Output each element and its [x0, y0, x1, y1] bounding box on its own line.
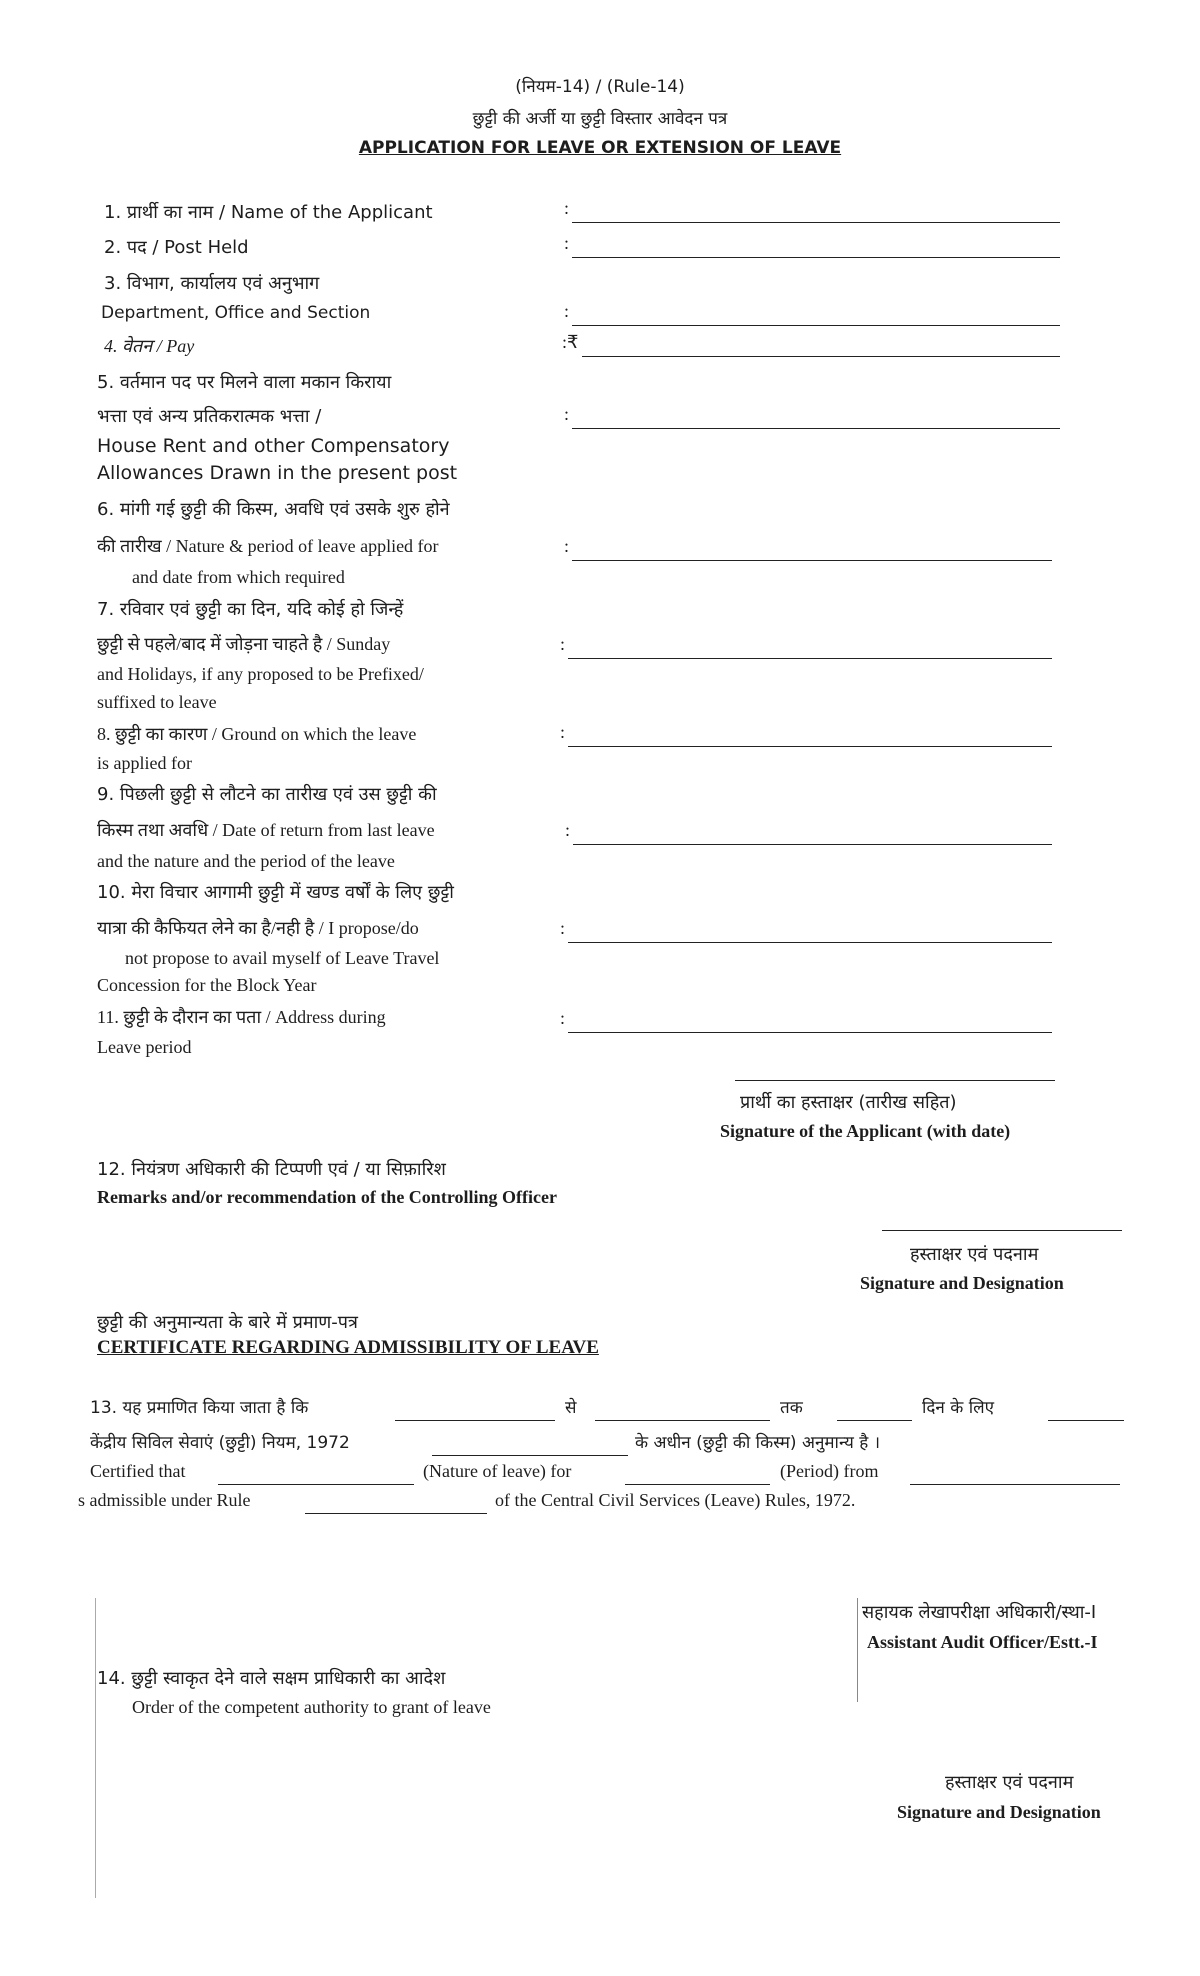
- address-field[interactable]: [568, 1010, 1052, 1033]
- assistant-officer-en: Assistant Audit Officer/Estt.-I: [867, 1632, 1098, 1652]
- item-6-label-2: की तारीख / Nature & period of leave applied for: [97, 536, 439, 556]
- item-9-colon: :: [565, 820, 571, 840]
- remarks-label-hi: 12. नियंत्रण अधिकारी की टिप्पणी एवं / या सिफ़ारिश: [97, 1159, 446, 1180]
- item-5-label-hi-1: 5. वर्तमान पद पर मिलने वाला मकान किराया: [97, 372, 392, 393]
- cert-line4-b: of the Central Civil Services (Leave) Rules, 1972.: [495, 1490, 856, 1510]
- order-label-hi: 14. छुट्टी स्वाकृत देने वाले सक्षम प्राधिकारी का आदेश: [97, 1668, 446, 1689]
- certificate-title-en: CERTIFICATE REGARDING ADMISSIBILITY OF LEAVE: [97, 1337, 599, 1358]
- item-7-colon: :: [560, 634, 566, 654]
- cert-line3-c: (Period) from: [780, 1461, 879, 1481]
- certificate-title-hi: छुट्टी की अनुमान्यता के बारे में प्रमाण-पत्र: [97, 1312, 358, 1333]
- item-10-label-hi: 10. मेरा विचार आगामी छुट्टी में खण्ड वर्षों के लिए छुट्टी: [97, 882, 454, 903]
- cert-to-field[interactable]: [595, 1398, 770, 1421]
- item-6-label-hi: 6. मांगी गई छुट्टी की किस्म, अवधि एवं उसके शुरु होने: [97, 499, 450, 520]
- cert-line1-c: तक: [780, 1398, 803, 1418]
- item-8-label-1: 8. छुट्टी का कारण / Ground on which the leave: [97, 724, 417, 744]
- cert-date-from-field[interactable]: [910, 1462, 1120, 1485]
- item-9-label-3: and the nature and the period of the leave: [97, 851, 395, 871]
- title-english: APPLICATION FOR LEAVE OR EXTENSION OF LEAVE: [358, 138, 842, 158]
- item-7-label-3: and Holidays, if any proposed to be Prefixed/: [97, 664, 424, 684]
- holidays-field[interactable]: [568, 636, 1052, 659]
- cert-line2-a: केंद्रीय सिविल सेवाएं (छुट्टी) नियम, 1972: [90, 1433, 350, 1453]
- order-label-en: Order of the competent authority to grant of leave: [132, 1697, 491, 1717]
- item-10-label-2: यात्रा की कैफियत लेने का है/नही है / I propose/do: [97, 918, 419, 938]
- cert-line3-a: Certified that: [90, 1461, 186, 1481]
- assistant-officer-hi: सहायक लेखापरीक्षा अधिकारी/स्था-I: [862, 1602, 1097, 1623]
- item-2-label: 2. पद / Post Held: [104, 237, 249, 258]
- controlling-signature-line[interactable]: [882, 1230, 1122, 1231]
- item-5-label-en-1: House Rent and other Compensatory: [97, 435, 450, 457]
- cert-line4-a: s admissible under Rule: [78, 1490, 251, 1510]
- item-11-label-2: Leave period: [97, 1037, 192, 1057]
- cert-under-rule-field[interactable]: [305, 1491, 487, 1514]
- title-hindi: छुट्टी की अर्जी या छुट्टी विस्तार आवेदन पत्र: [472, 109, 728, 129]
- cert-days-field[interactable]: [837, 1398, 912, 1421]
- pay-field[interactable]: [582, 334, 1060, 357]
- item-6-colon: :: [564, 536, 570, 556]
- ltc-field[interactable]: [568, 920, 1052, 943]
- item-8-label-2: is applied for: [97, 753, 192, 773]
- item-9-label-hi: 9. पिछली छुट्टी से लौटने का तारीख एवं उस छुट्टी की: [97, 784, 437, 805]
- item-7-label-4: suffixed to leave: [97, 692, 217, 712]
- item-3-colon: :: [564, 301, 570, 321]
- item-4-currency: :₹: [562, 332, 579, 352]
- cert-line2-b: के अधीन (छुट्टी की किस्म) अनुमान्य है ।: [635, 1433, 881, 1453]
- item-1-label: 1. प्रार्थी का नाम / Name of the Applicant: [104, 202, 433, 223]
- item-5-colon: :: [564, 404, 570, 424]
- item-11-label-1: 11. छुट्टी के दौरान का पता / Address during: [97, 1007, 386, 1027]
- remarks-label-en: Remarks and/or recommendation of the Controlling Officer: [97, 1187, 557, 1207]
- last-leave-field[interactable]: [573, 822, 1052, 845]
- item-7-label-hi: 7. रविवार एवं छुट्टी का दिन, यदि कोई हो जिन्हें: [97, 599, 404, 620]
- item-10-label-4: Concession for the Block Year: [97, 975, 317, 995]
- name-field[interactable]: [572, 200, 1060, 223]
- cert-nature-field[interactable]: [218, 1462, 414, 1485]
- post-field[interactable]: [572, 235, 1060, 258]
- item-1-colon: :: [564, 198, 570, 218]
- applicant-signature-line[interactable]: [735, 1080, 1055, 1081]
- item-5-label-hi-2: भत्ता एवं अन्य प्रतिकरात्मक भत्ता /: [97, 406, 322, 427]
- item-10-label-3: not propose to avail myself of Leave Travel: [125, 948, 440, 968]
- rule-number: (नियम-14) / (Rule-14): [515, 77, 685, 97]
- cert-line1-b: से: [565, 1398, 577, 1418]
- cert-period-field[interactable]: [625, 1462, 770, 1485]
- competent-signature-en: Signature and Designation: [897, 1802, 1101, 1822]
- cert-rule-field[interactable]: [432, 1433, 628, 1456]
- cert-line1-a: 13. यह प्रमाणित किया जाता है कि: [90, 1398, 309, 1418]
- applicant-signature-hi: प्रार्थी का हस्ताक्षर (तारीख सहित): [740, 1092, 957, 1113]
- applicant-signature-en: Signature of the Applicant (with date): [720, 1121, 1011, 1141]
- cert-days-for-field[interactable]: [1048, 1398, 1124, 1421]
- item-4-label: 4. वेतन / Pay: [104, 336, 195, 356]
- competent-signature-hi: हस्ताक्षर एवं पदनाम: [945, 1772, 1074, 1793]
- side-divider-right: [857, 1598, 858, 1702]
- page-title: [0, 138, 1200, 158]
- item-5-label-en-2: Allowances Drawn in the present post: [97, 462, 458, 484]
- cert-line1-d: दिन के लिए: [922, 1398, 995, 1418]
- side-divider-left: [95, 1598, 96, 1898]
- allowance-field[interactable]: [572, 406, 1060, 429]
- cert-line3-b: (Nature of leave) for: [423, 1461, 572, 1481]
- item-10-colon: :: [560, 918, 566, 938]
- item-3-label-hi: 3. विभाग, कार्यालय एवं अनुभाग: [104, 273, 320, 294]
- cert-from-field[interactable]: [395, 1398, 555, 1421]
- item-11-colon: :: [560, 1008, 566, 1028]
- leave-nature-field[interactable]: [572, 538, 1052, 561]
- controlling-signature-en: Signature and Designation: [860, 1273, 1064, 1293]
- item-3-label-en: Department, Office and Section: [101, 303, 371, 323]
- item-8-colon: :: [560, 722, 566, 742]
- item-7-label-2: छुट्टी से पहले/बाद में जोड़ना चाहते है / Sunday: [97, 634, 391, 654]
- item-9-label-2: किस्म तथा अवधि / Date of return from last leave: [97, 820, 435, 840]
- controlling-signature-hi: हस्ताक्षर एवं पदनाम: [910, 1244, 1039, 1265]
- item-6-label-3: and date from which required: [132, 567, 345, 587]
- item-2-colon: :: [564, 233, 570, 253]
- leave-ground-field[interactable]: [568, 724, 1052, 747]
- department-field[interactable]: [572, 303, 1060, 326]
